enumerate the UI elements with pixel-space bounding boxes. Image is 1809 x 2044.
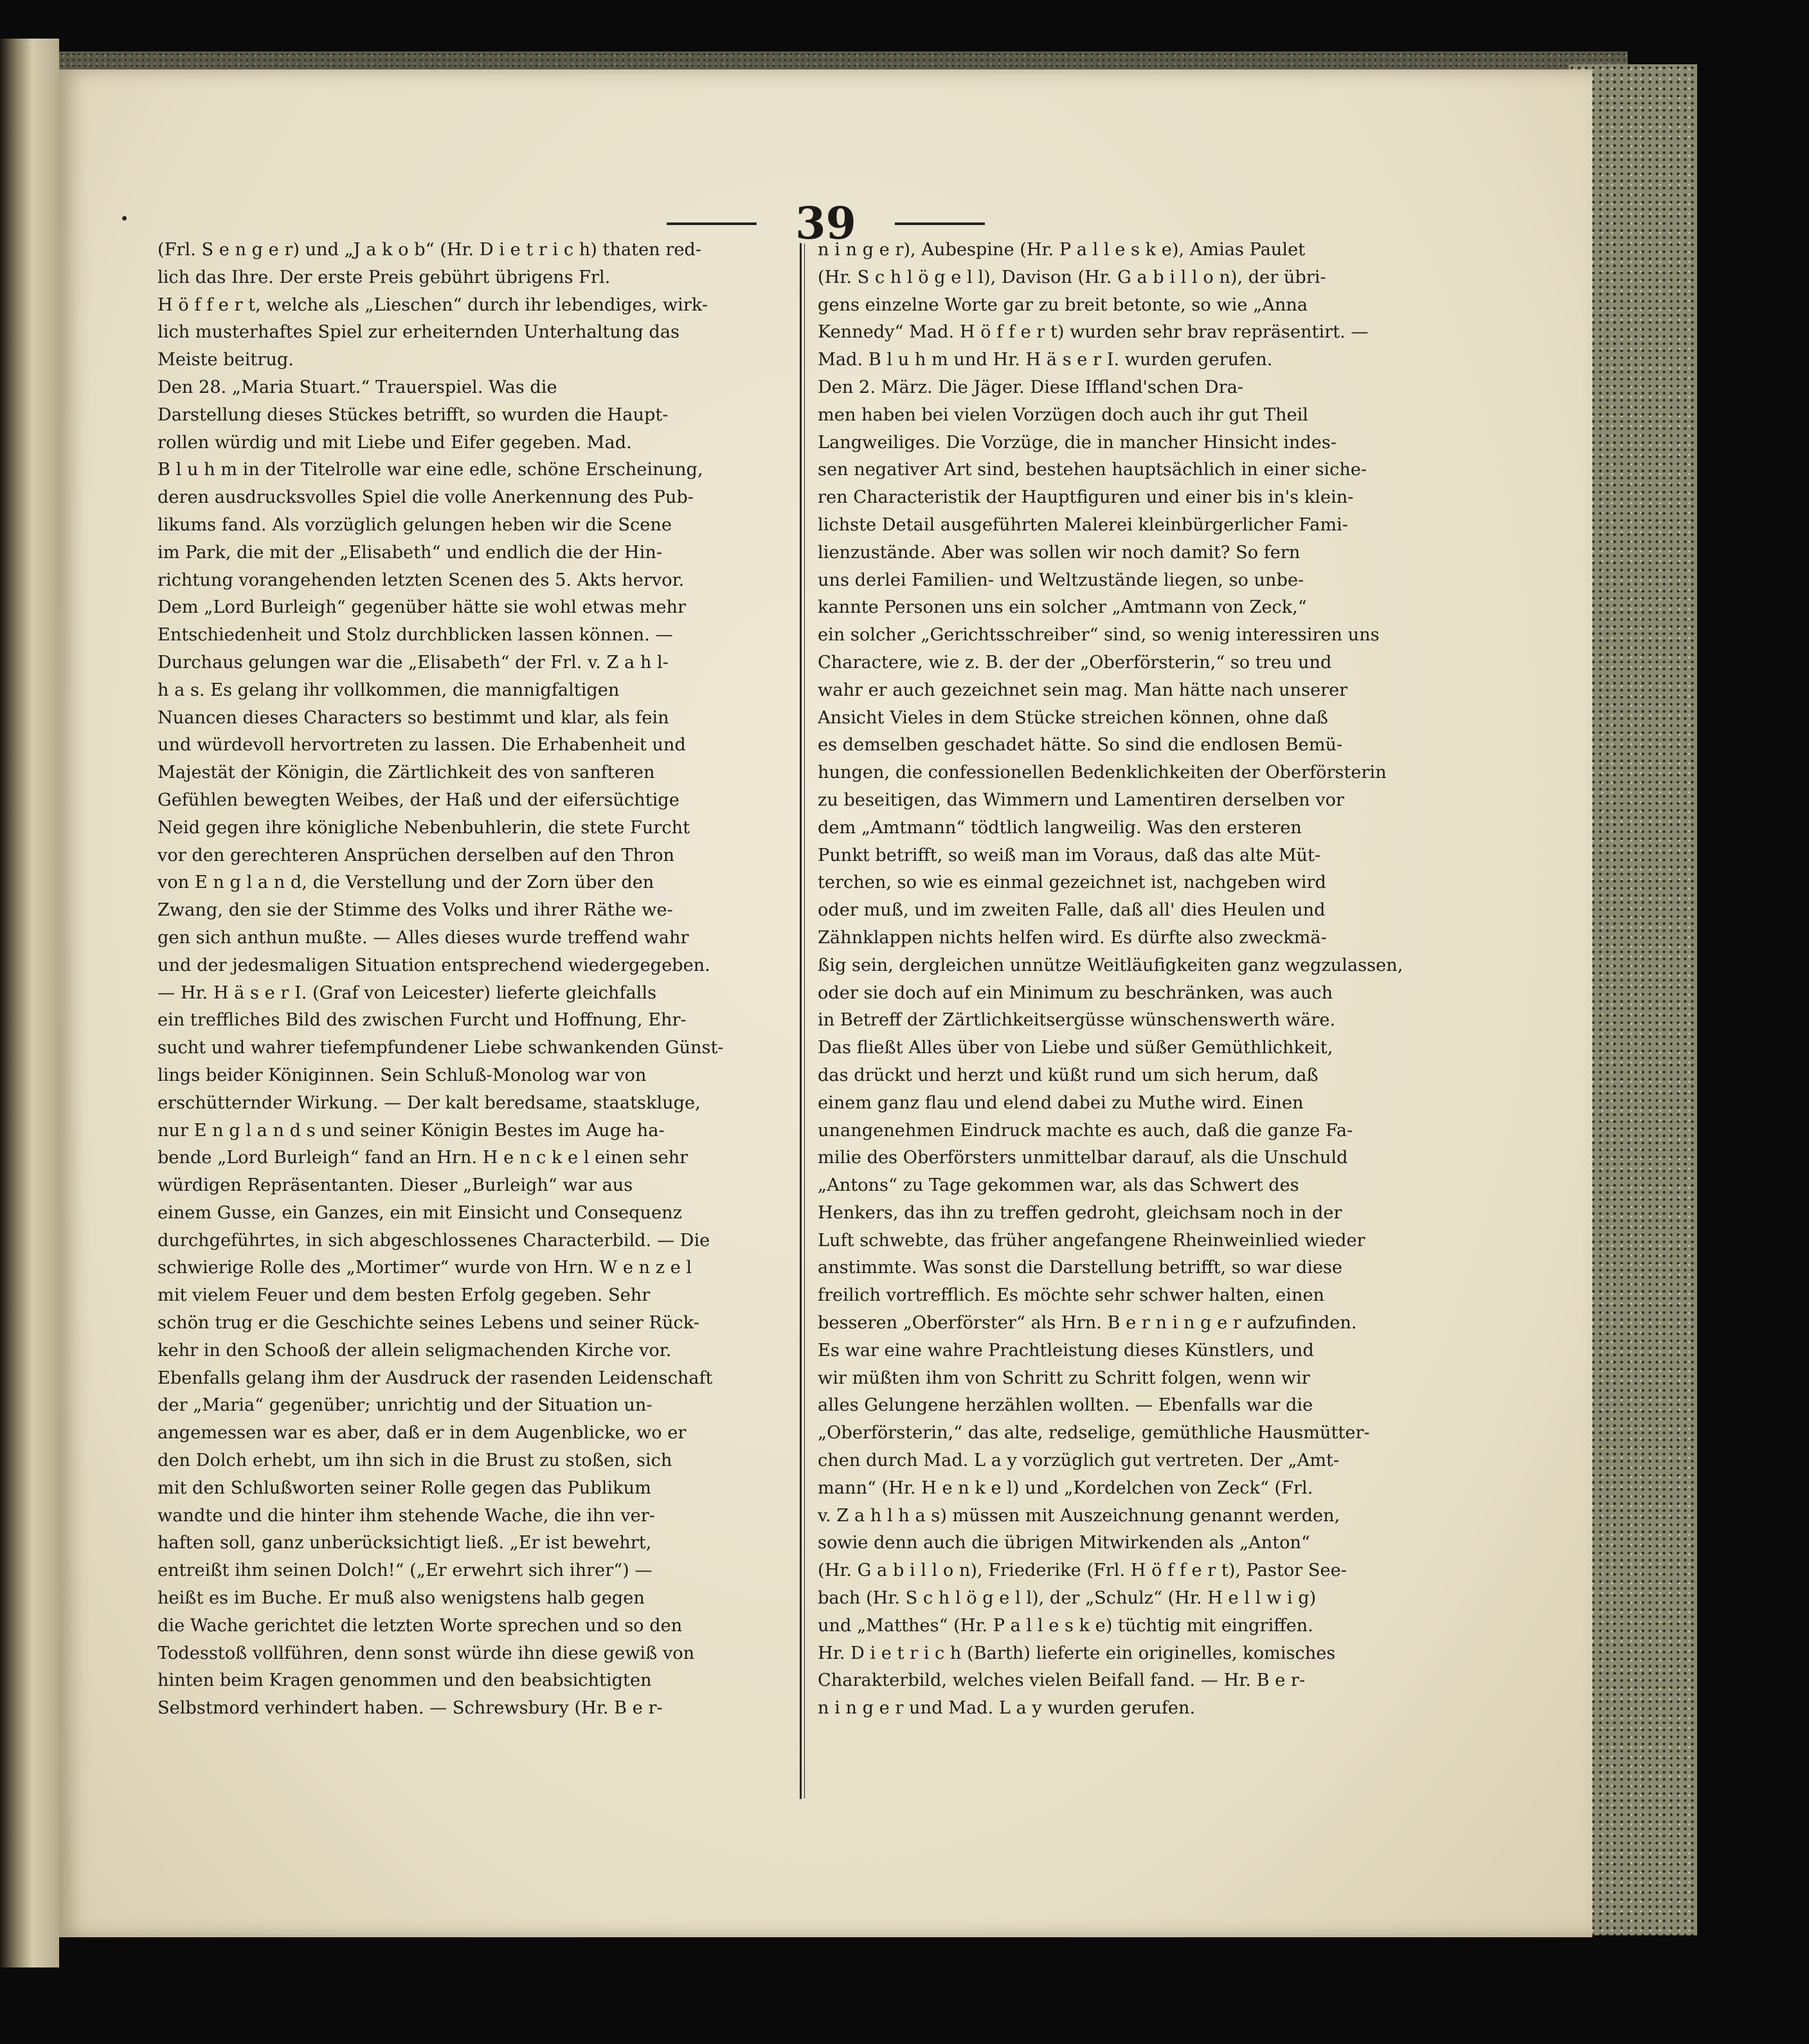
text-line: alles Gelungene herzählen wollten. — Ebenfalls war die bbox=[818, 1395, 1313, 1416]
text-line: Selbstmord verhindert haben. — Schrewsbury (Hr. B e r- bbox=[158, 1698, 663, 1719]
text-line: bach (Hr. S c h l ö g e l l), der „Schulz“ (Hr. H e l l w i g) bbox=[818, 1588, 1317, 1609]
text-line: würdigen Repräsentanten. Dieser „Burleigh“ war aus bbox=[158, 1175, 633, 1196]
text-line: chen durch Mad. L a y vorzüglich gut vertreten. Der „Amt- bbox=[818, 1451, 1340, 1471]
text-line: durchgeführtes, in sich abgeschlossenes Characterbild. — Die bbox=[158, 1230, 710, 1251]
text-line: n i n g e r und Mad. L a y wurden gerufen. bbox=[818, 1698, 1196, 1719]
text-line: (Hr. G a b i l l o n), Friederike (Frl. H ö f f e r t), Pastor See- bbox=[818, 1560, 1347, 1581]
text-line: das drückt und herzt und küßt rund um sich herum, daß bbox=[818, 1065, 1318, 1085]
text-line: men haben bei vielen Vorzügen doch auch ihr gut Theil bbox=[818, 404, 1308, 425]
text-line: B l u h m in der Titelrolle war eine edle, schöne Erscheinung, bbox=[158, 460, 703, 480]
text-line: Das fließt Alles über von Liebe und süßer Gemüthlichkeit, bbox=[818, 1038, 1333, 1058]
book-binding-left bbox=[0, 39, 59, 1967]
text-line: lichste Detail ausgeführten Malerei kleinbürgerlicher Fami- bbox=[818, 514, 1349, 535]
text-line: Neid gegen ihre königliche Nebenbuhlerin, die stete Furcht bbox=[158, 817, 690, 838]
text-line: anstimmte. Was sonst die Darstellung betrifft, so war diese bbox=[818, 1258, 1343, 1278]
text-line: H ö f f e r t, welche als „Lieschen“ durch ihr lebendiges, wirk- bbox=[158, 294, 708, 315]
text-line: entreißt ihm seinen Dolch!“ („Er erwehrt sich ihrer“) — bbox=[158, 1560, 652, 1581]
text-line: ein solcher „Gerichtsschreiber“ sind, so wenig interessiren uns bbox=[818, 625, 1380, 646]
text-line: Hr. D i e t r i c h (Barth) lieferte ein originelles, komisches bbox=[818, 1643, 1336, 1663]
text-line: v. Z a h l h a s) müssen mit Auszeichnung genannt werden, bbox=[818, 1505, 1340, 1526]
text-line: Punkt betrifft, so weiß man im Voraus, daß das alte Müt- bbox=[818, 845, 1321, 865]
text-line: Den 28. „Maria Stuart.“ Trauerspiel. Was die bbox=[158, 377, 557, 397]
text-line: Henkers, das ihn zu treffen gedroht, gleichsam noch in der bbox=[818, 1202, 1342, 1223]
text-line: wandte und die hinter ihm stehende Wache, die ihn ver- bbox=[158, 1505, 655, 1526]
text-line: likums fand. Als vorzüglich gelungen heben wir die Scene bbox=[158, 514, 672, 535]
text-line: oder sie doch auf ein Minimum zu beschränken, was auch bbox=[818, 982, 1333, 1003]
text-line: terchen, so wie es einmal gezeichnet ist, nachgeben wird bbox=[818, 873, 1326, 893]
text-line: ren Characteristik der Hauptfiguren und einer bis in's klein- bbox=[818, 487, 1354, 508]
text-line: der „Maria“ gegenüber; unrichtig und der Situation un- bbox=[158, 1395, 652, 1416]
text-line: ein treffliches Bild des zwischen Furcht und Hoffnung, Ehr- bbox=[158, 1010, 687, 1031]
text-line: den Dolch erhebt, um ihn sich in die Brust zu stoßen, sich bbox=[158, 1451, 672, 1471]
text-line: „Antons“ zu Tage gekommen war, als das Schwert des bbox=[818, 1175, 1299, 1196]
header-dash-left bbox=[667, 222, 757, 225]
text-line: mit vielem Feuer und dem besten Erfolg gegeben. Sehr bbox=[158, 1285, 651, 1306]
text-line: Darstellung dieses Stückes betrifft, so wurden die Haupt- bbox=[158, 404, 669, 425]
text-line: oder muß, und im zweiten Falle, daß all' dies Heulen und bbox=[818, 900, 1326, 921]
text-line: wahr er auch gezeichnet sein mag. Man hätte nach unserer bbox=[818, 680, 1348, 700]
text-line: richtung vorangehenden letzten Scenen des 5. Akts hervor. bbox=[158, 570, 685, 590]
text-line: n i n g e r), Aubespine (Hr. P a l l e s k e), Amias Paulet bbox=[818, 240, 1306, 260]
text-line: „Oberförsterin,“ das alte, redselige, gemüthliche Hausmütter- bbox=[818, 1423, 1370, 1443]
text-line: Kennedy“ Mad. H ö f f e r t) wurden sehr brav repräsentirt. — bbox=[818, 322, 1369, 343]
column-rule bbox=[800, 243, 802, 1799]
text-line: Den 2. März. Die Jäger. Diese Iffland'schen Dra- bbox=[818, 377, 1244, 397]
text-line: Meiste beitrug. bbox=[158, 350, 294, 370]
text-line: Majestät der Königin, die Zärtlichkeit des von sanfteren bbox=[158, 763, 655, 783]
header-dash-right bbox=[895, 222, 985, 225]
text-line: und würdevoll hervortreten zu lassen. Die Erhabenheit und bbox=[158, 735, 686, 755]
text-line: im Park, die mit der „Elisabeth“ und endlich die der Hin- bbox=[158, 542, 663, 563]
text-line: gens einzelne Worte gar zu breit betonte, so wie „Anna bbox=[818, 294, 1308, 315]
text-line: — Hr. H ä s e r I. (Graf von Leicester) lieferte gleichfalls bbox=[158, 982, 657, 1003]
text-line: kannte Personen uns ein solcher „Amtmann von Zeck,“ bbox=[818, 597, 1307, 618]
text-line: unangenehmen Eindruck machte es auch, daß die ganze Fa- bbox=[818, 1120, 1353, 1141]
text-line: Entschiedenheit und Stolz durchblicken lassen können. — bbox=[158, 625, 673, 646]
text-line: (Hr. S c h l ö g e l l), Davison (Hr. G a b i l l o n), der übri- bbox=[818, 267, 1326, 287]
text-line: die Wache gerichtet die letzten Worte sprechen und so den bbox=[158, 1615, 683, 1636]
text-line: zu beseitigen, das Wimmern und Lamentiren derselben vor bbox=[818, 790, 1344, 810]
text-line: einem Gusse, ein Ganzes, ein mit Einsicht und Consequenz bbox=[158, 1202, 682, 1223]
text-line: Nuancen dieses Characters so bestimmt und klar, als fein bbox=[158, 707, 669, 728]
text-line: Zähnklappen nichts helfen wird. Es dürfte also zweckmä- bbox=[818, 927, 1327, 948]
text-line: nur E n g l a n d s und seiner Königin Bestes im Auge ha- bbox=[158, 1120, 665, 1141]
text-line: Zwang, den sie der Stimme des Volks und ihrer Räthe we- bbox=[158, 900, 673, 921]
text-line: lich das Ihre. Der erste Preis gebührt übrigens Frl. bbox=[158, 267, 611, 287]
page-number: 39 bbox=[795, 198, 856, 249]
text-line: gen sich anthun mußte. — Alles dieses wurde treffend wahr bbox=[158, 927, 689, 948]
right-column bbox=[818, 237, 1441, 1723]
text-line: sucht und wahrer tiefempfundener Liebe schwankenden Günst- bbox=[158, 1038, 724, 1058]
text-line: Ansicht Vieles in dem Stücke streichen können, ohne daß bbox=[818, 707, 1328, 728]
text-line: lich musterhaftes Spiel zur erheiternden Unterhaltung das bbox=[158, 322, 680, 343]
text-line: wir müßten ihm von Schritt zu Schritt folgen, wenn wir bbox=[818, 1368, 1310, 1388]
text-line: schön trug er die Geschichte seines Lebens und seiner Rück- bbox=[158, 1313, 699, 1334]
text-line: bende „Lord Burleigh“ fand an Hrn. H e n c k e l einen sehr bbox=[158, 1148, 688, 1168]
text-line: einem ganz flau und elend dabei zu Muthe wird. Einen bbox=[818, 1092, 1304, 1113]
text-line: sen negativer Art sind, bestehen hauptsächlich in einer siche- bbox=[818, 460, 1367, 480]
text-line: besseren „Oberförster“ als Hrn. B e r n i n g e r aufzufinden. bbox=[818, 1313, 1357, 1334]
text-line: Langweiliges. Die Vorzüge, die in mancher Hinsicht indes- bbox=[818, 432, 1337, 453]
text-line: heißt es im Buche. Er muß also wenigstens halb gegen bbox=[158, 1588, 645, 1609]
text-line: Gefühlen bewegten Weibes, der Haß und der eifersüchtige bbox=[158, 790, 680, 810]
text-line: und der jedesmaligen Situation entsprechend wiedergegeben. bbox=[158, 955, 710, 975]
text-line: es demselben geschadet hätte. So sind die endlosen Bemü- bbox=[818, 735, 1343, 755]
text-line: in Betreff der Zärtlichkeitsergüsse wünschenswerth wäre. bbox=[818, 1010, 1336, 1031]
text-line: sowie denn auch die übrigen Mitwirkenden als „Anton“ bbox=[818, 1533, 1310, 1553]
text-line: kehr in den Schooß der allein seligmachenden Kirche vor. bbox=[158, 1340, 672, 1361]
text-line: dem „Amtmann“ tödtlich langweilig. Was den ersteren bbox=[818, 817, 1302, 838]
text-line: mann“ (Hr. H e n k e l) und „Kordelchen von Zeck“ (Frl. bbox=[818, 1478, 1313, 1498]
text-line: Mad. B l u h m und Hr. H ä s e r I. wurden gerufen. bbox=[818, 350, 1273, 370]
text-line: angemessen war es aber, daß er in dem Augenblicke, wo er bbox=[158, 1423, 687, 1443]
text-line: rollen würdig und mit Liebe und Eifer gegeben. Mad. bbox=[158, 432, 632, 453]
text-line: erschütternder Wirkung. — Der kalt beredsame, staatskluge, bbox=[158, 1092, 701, 1113]
text-line: von E n g l a n d, die Verstellung und der Zorn über den bbox=[158, 873, 654, 893]
text-line: ßig sein, dergleichen unnütze Weitläufigkeiten ganz wegzulassen, bbox=[818, 955, 1403, 975]
document-page bbox=[59, 69, 1592, 1937]
text-line: mit den Schlußworten seiner Rolle gegen das Publikum bbox=[158, 1478, 651, 1498]
text-line: Luft schwebte, das früher angefangene Rheinweinlied wieder bbox=[818, 1230, 1365, 1251]
text-line: Todesstoß vollführen, denn sonst würde ihn diese gewiß von bbox=[158, 1643, 695, 1663]
text-line: (Frl. S e n g e r) und „J a k o b“ (Hr. D i e t r i c h) thaten red- bbox=[158, 240, 702, 260]
text-line: und „Matthes“ (Hr. P a l l e s k e) tüchtig mit eingriffen. bbox=[818, 1615, 1313, 1636]
text-line: vor den gerechteren Ansprüchen derselben auf den Thron bbox=[158, 845, 675, 865]
text-line: hungen, die confessionellen Bedenklichkeiten der Oberförsterin bbox=[818, 763, 1387, 783]
text-line: h a s. Es gelang ihr vollkommen, die mannigfaltigen bbox=[158, 680, 620, 700]
text-line: hinten beim Kragen genommen und den beabsichtigten bbox=[158, 1670, 652, 1691]
text-line: schwierige Rolle des „Mortimer“ wurde von Hrn. W e n z e l bbox=[158, 1258, 692, 1278]
text-line: uns derlei Familien- und Weltzustände liegen, so unbe- bbox=[818, 570, 1304, 590]
text-line: Durchaus gelungen war die „Elisabeth“ der Frl. v. Z a h l- bbox=[158, 652, 669, 673]
text-line: deren ausdrucksvolles Spiel die volle Anerkennung des Pub- bbox=[158, 487, 694, 508]
text-line: lienzustände. Aber was sollen wir noch damit? So fern bbox=[818, 542, 1300, 563]
text-line: Charakterbild, welches vielen Beifall fand. — Hr. B e r- bbox=[818, 1670, 1306, 1691]
text-line: Es war eine wahre Prachtleistung dieses Künstlers, und bbox=[818, 1340, 1314, 1361]
left-column bbox=[158, 237, 781, 1723]
text-line: Dem „Lord Burleigh“ gegenüber hätte sie wohl etwas mehr bbox=[158, 597, 687, 618]
text-line: lings beider Königinnen. Sein Schluß-Monolog war von bbox=[158, 1065, 647, 1085]
text-line: freilich vortrefflich. Es möchte sehr schwer halten, einen bbox=[818, 1285, 1325, 1306]
text-line: milie des Oberförsters unmittelbar darauf, als die Unschuld bbox=[818, 1148, 1348, 1168]
text-line: haften soll, ganz unberücksichtigt ließ. „Er ist bewehrt, bbox=[158, 1533, 652, 1553]
text-line: Ebenfalls gelang ihm der Ausdruck der rasenden Leidenschaft bbox=[158, 1368, 713, 1388]
text-line: Charactere, wie z. B. der der „Oberförsterin,“ so treu und bbox=[818, 652, 1332, 673]
